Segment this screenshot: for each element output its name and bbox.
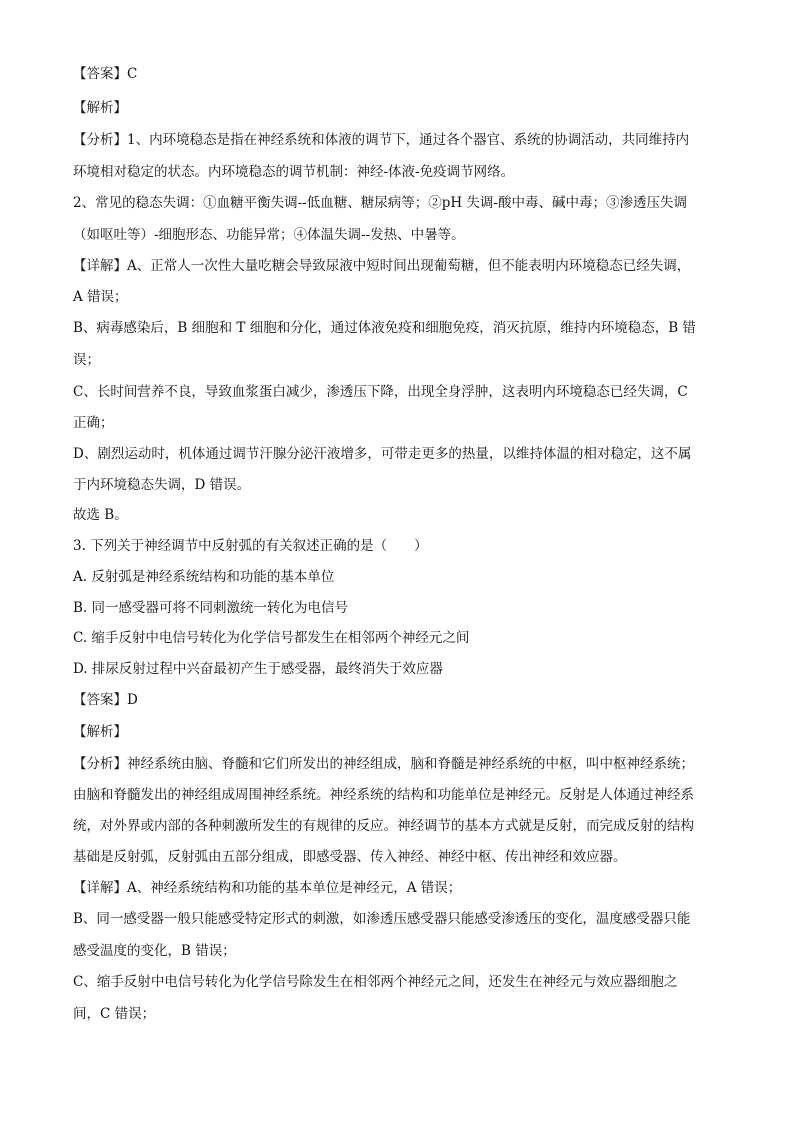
q2-detail-line-6: 正确； xyxy=(73,415,114,431)
q3-analysis-line-4: 基础是反射弧，反射弧由五部分组成，即感受器、传入神经、神经中枢、传出神经和效应器。 xyxy=(73,849,627,865)
q3-detail-line-5: 间，C 错误； xyxy=(73,1006,156,1022)
q2-analysis-line-2: 环境相对稳定的状态。内环境稳态的调节机制：神经-体液-免疫调节网络。 xyxy=(73,164,515,180)
q3-detail-line-1: 【详解】A、神经系统结构和功能的基本单位是神经元，A 错误； xyxy=(73,880,462,896)
q2-detail-line-4: 误； xyxy=(73,352,100,368)
q2-detail-line-2: A 错误； xyxy=(73,289,128,305)
q2-detail-line-5: C、长时间营养不良，导致血浆蛋白减少，渗透压下降，出现全身浮肿，这表明内环境稳态已经失调，C xyxy=(73,384,688,400)
q3-analysis-line-2: 由脑和脊髓发出的神经组成周围神经系统。神经系统的结构和功能单位是神经元。反射是人体通过神经系 xyxy=(73,787,694,803)
q2-analysis-line-1: 【分析】1、内环境稳态是指在神经系统和体液的调节下，通过各个器官、系统的协调活动，共同维持内 xyxy=(73,132,690,148)
q3-option-b: B. 同一感受器可将不同刺激统一转化为电信号 xyxy=(73,600,349,616)
q3-detail-line-3: 感受温度的变化，B 错误； xyxy=(73,943,236,959)
q2-answer: 【答案】C xyxy=(73,66,138,82)
q3-analysis-line-1: 【分析】神经系统由脑、脊髓和它们所发出的神经组成，脑和脊髓是神经系统的中枢，叫中枢神经系统； xyxy=(73,756,694,772)
q2-detail-line-3: B、病毒感染后，B 细胞和 T 细胞和分化，通过体液免疫和细胞免疫，消灭抗原，维持内环境稳态，B 错 xyxy=(73,320,696,336)
q3-analysis-line-3: 统，对外界或内部的各种刺激所发生的有规律的反应。神经调节的基本方式就是反射，而完成反射的结构 xyxy=(73,818,694,834)
q2-detail-line-8: 于内环境稳态失调，D 错误。 xyxy=(73,477,251,493)
q3-analysis-label: 【解析】 xyxy=(73,724,127,740)
q3-detail-line-4: C、缩手反射中电信号转化为化学信号除发生在相邻两个神经元之间，还发生在神经元与效应器细胞之 xyxy=(73,974,678,990)
q2-analysis-line-4: （如呕吐等）-细胞形态、功能异常；④体温失调--发热、中暑等。 xyxy=(73,227,465,243)
q2-detail-line-7: D、剧烈运动时，机体通过调节汗腺分泌汗液增多，可带走更多的热量，以维持体温的相对稳定，这不属 xyxy=(73,446,692,462)
q3-option-a: A. 反射弧是神经系统结构和功能的基本单位 xyxy=(73,569,335,585)
q3-detail-line-2: B、同一感受器一般只能感受特定形式的刺激，如渗透压感受器只能感受渗透压的变化，温度感受器只能 xyxy=(73,911,691,927)
q3-option-c: C. 缩手反射中电信号转化为化学信号都发生在相邻两个神经元之间 xyxy=(73,630,470,646)
q2-conclusion: 故选 B。 xyxy=(73,507,128,523)
q3-stem: 3. 下列关于神经调节中反射弧的有关叙述正确的是（ ） xyxy=(73,538,428,554)
q3-option-d: D. 排尿反射过程中兴奋最初产生于感受器，最终消失于效应器 xyxy=(73,661,443,677)
q2-analysis-line-3: 2、常见的稳态失调：①血糖平衡失调--低血糖、糖尿病等；②pH 失调-酸中毒、碱中毒；③渗透压失调 xyxy=(73,195,687,211)
q2-analysis-label: 【解析】 xyxy=(73,100,127,116)
q3-answer: 【答案】D xyxy=(73,692,138,708)
q2-detail-line-1: 【详解】A、正常人一次性大量吃糖会导致尿液中短时间出现葡萄糖，但不能表明内环境稳态已经失调， xyxy=(73,258,691,274)
